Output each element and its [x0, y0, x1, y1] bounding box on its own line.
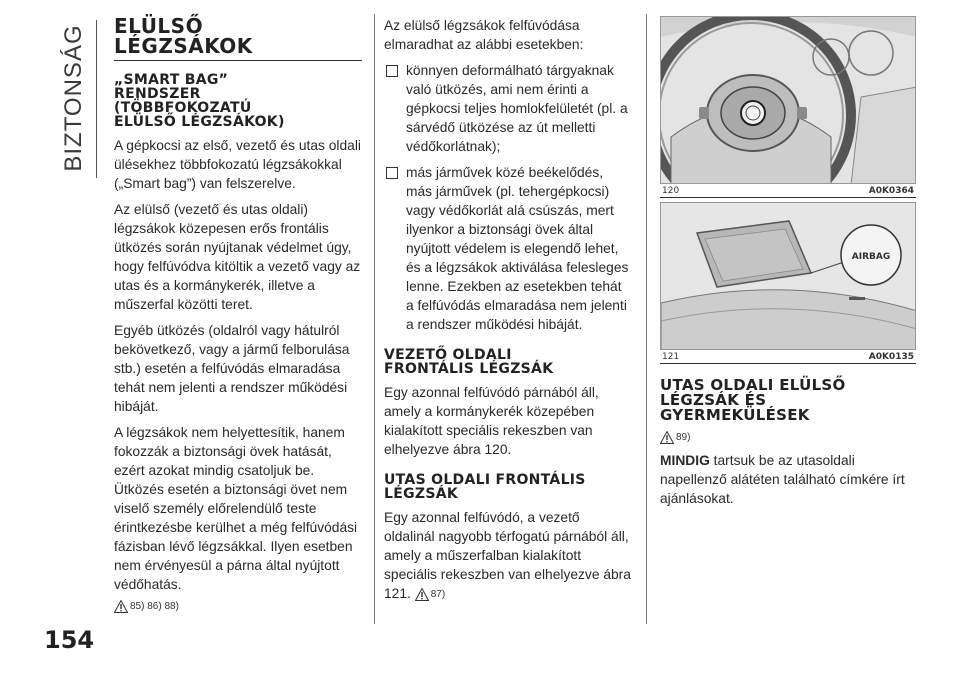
- figure-steering-wheel: [660, 16, 916, 184]
- section-label-rule: [96, 20, 97, 178]
- paragraph: MINDIG tartsuk be az utasoldali napellenző alátéten található címkére írt ajánlásokat.: [660, 453, 905, 506]
- warning-triangle-icon: [660, 431, 674, 444]
- figure-caption: 120 A0K0364: [662, 186, 914, 196]
- dashboard-illustration: [661, 203, 916, 350]
- bullet-item: más járművek közé beékelődés, más járművek (pl. tehergépkocsi) vagy védőkorlát alá csúszás, mert ilyenkor a biztonsági övek által nyújtott védelem is elegendő lehet, és a légzsákok aktiválása felesleges lenne. Ezekben az esetekben tehát a felfúvódás elmaradása nem jelenti a rendszer működési hibáját.: [384, 163, 632, 334]
- paragraph: Egy azonnal felfúvódó, a vezető oldalinál nagyobb térfogatú párnából áll, amely a műszerfalban kialakított speciális rekeszben van elhelyezve ábra 121. 87): [384, 510, 631, 601]
- figure-rule: [660, 197, 916, 198]
- paragraph: Egyéb ütközés (oldalról vagy hátulról bekövetkező, vagy a jármű felborulása stb.) esetén a felfúvódás elmaradása tehát nem jelenti a rendszer működési hibáját.: [114, 323, 350, 414]
- heading-child-seats: UTAS OLDALI ELÜLSŐ LÉGZSÁK ÉS GYERMEKÜLÉSEK: [660, 376, 846, 424]
- paragraph: A gépkocsi az első, vezető és utas oldali ülésekhez többfokozatú légzsákokkal („Smart bag”) van felszerelve.: [114, 138, 361, 191]
- section-label: BIZTONSÁG: [60, 24, 87, 172]
- bullet-item: könnyen deformálható tárgyaknak való ütközés, ami nem érinti a gépkocsi teljes homlokfelületét (pl. a sárvédő ütközése az út melletti védőkorlátnak);: [384, 61, 632, 156]
- warning-triangle-icon: [114, 600, 128, 613]
- column-3: [660, 16, 916, 508]
- subtitle-smart-bag: „SMART BAG” RENDSZER (TÖBBFOKOZATÚ ELÜLSŐ LÉGZSÁKOK): [114, 72, 285, 130]
- heading-driver-airbag: VEZETŐ OLDALI FRONTÁLIS LÉGZSÁK: [384, 347, 554, 377]
- warning-triangle-icon: [415, 588, 429, 601]
- airbag-label: AIRBAG: [851, 252, 891, 262]
- heading-passenger-airbag: UTAS OLDALI FRONTÁLIS LÉGZSÁK: [384, 472, 586, 502]
- paragraph: Az elülső (vezető és utas oldali) légzsákok közepesen erős frontális ütközés során nyújtanak védelmet úgy, hogy felfúvódva kitöltik a vezető vagy az utas és a kormánykerék, illetve a műszerfal közötti teret.: [114, 202, 361, 312]
- title-front-airbags: ELÜLSŐ LÉGZSÁKOK: [114, 14, 253, 58]
- column-1: [114, 16, 362, 616]
- page-number: 154: [44, 626, 95, 654]
- column-divider: [374, 14, 375, 624]
- steering-wheel-illustration: [661, 17, 916, 184]
- warning-refs: 85) 86) 88): [114, 598, 362, 616]
- title-rule: [114, 60, 362, 61]
- figure-rule: [660, 363, 916, 364]
- figure-passenger-airbag: [660, 202, 916, 350]
- paragraph: A légzsákok nem helyettesítik, hanem fokozzák a biztonsági övek hatását, ezért azokat mindig csatoljuk be. Ütközés esetén a biztonsági övet nem viselő személy előrelendülő teste érintkezésbe kerülhet a még felfúvódási fázisban lévő légzsákkal. Ilyen esetben nem érvényesül a párna által nyújtott védőhatás.: [114, 425, 358, 592]
- column-2: [384, 16, 632, 604]
- column-divider: [646, 14, 647, 624]
- paragraph: Egy azonnal felfúvódó párnából áll, amely a kormánykerék közepében kialakított speciális rekeszben van elhelyezve ábra 120.: [384, 385, 599, 457]
- paragraph: Az elülső légzsákok felfúvódása elmaradhat az alábbi esetekben:: [384, 18, 584, 52]
- figure-caption: 121 A0K0135: [662, 352, 914, 362]
- warning-ref: 89): [660, 429, 916, 447]
